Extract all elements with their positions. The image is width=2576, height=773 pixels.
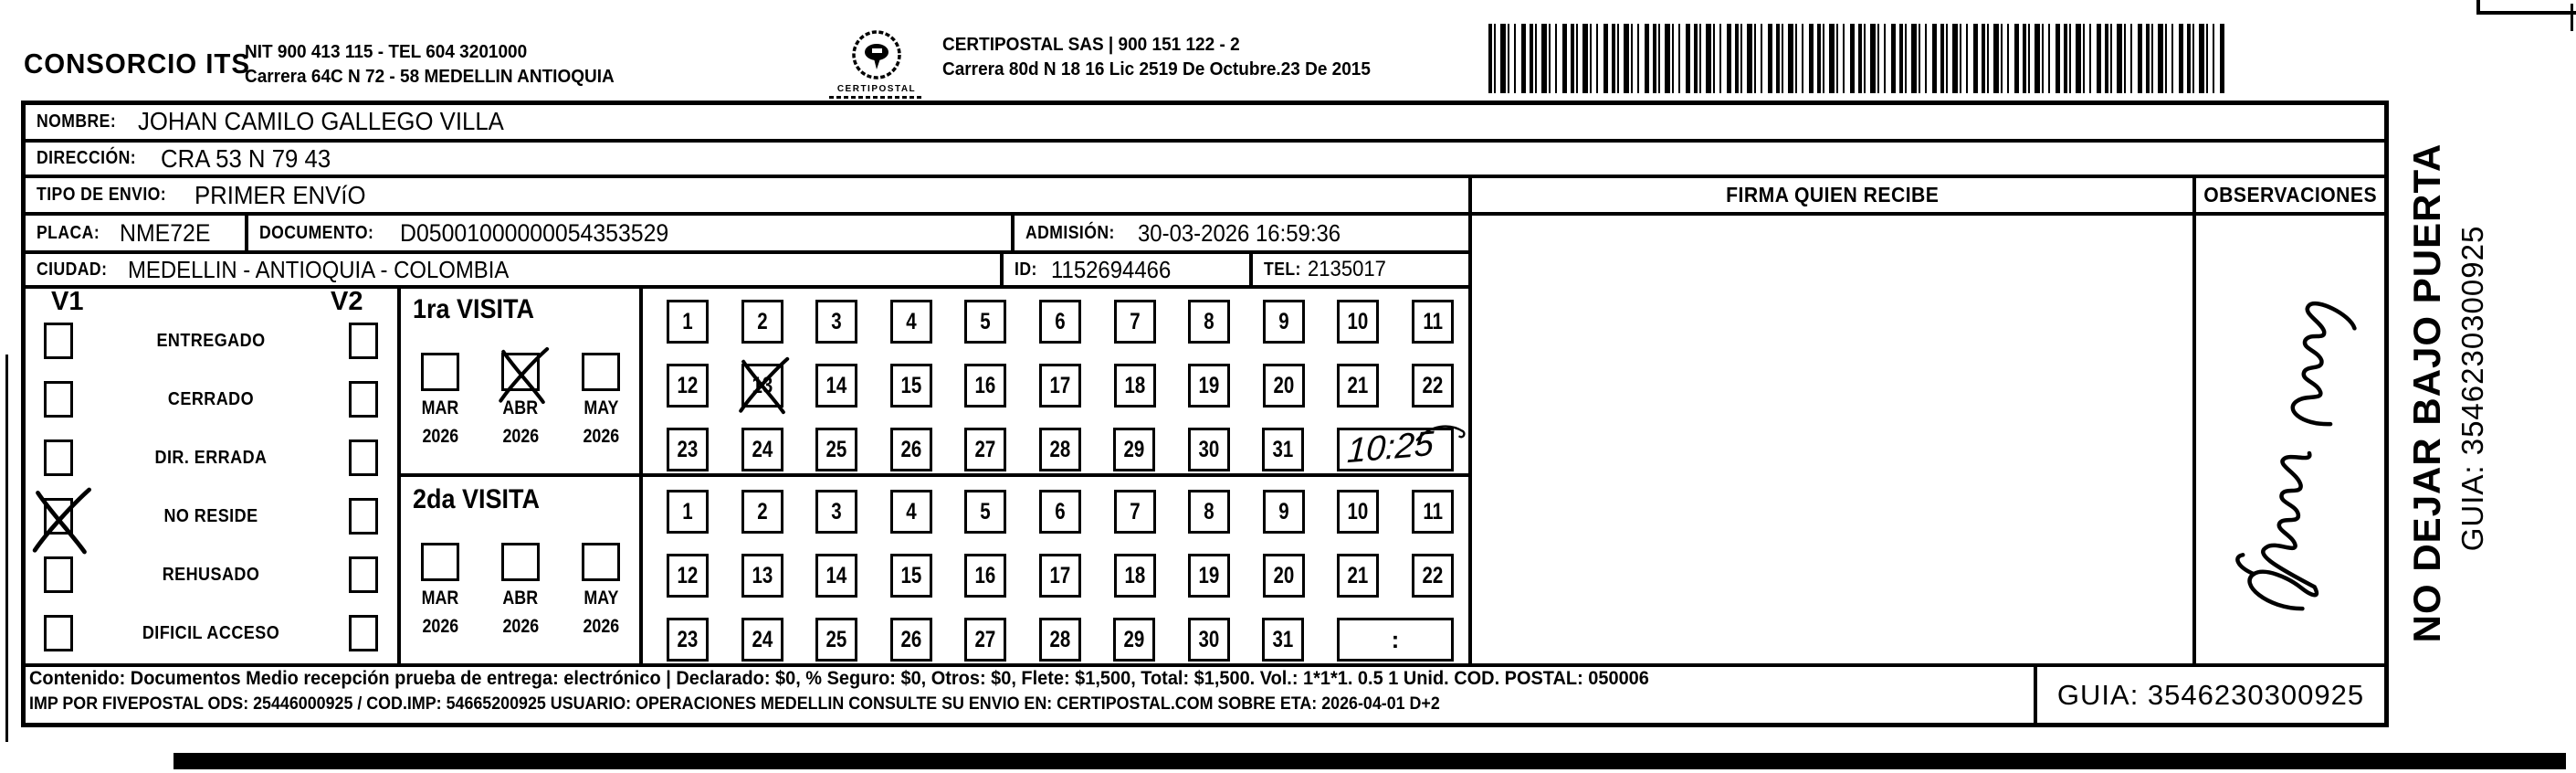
status-label-dificil-acceso: DIFICIL ACCESO	[142, 622, 280, 643]
second-visit-day-25: 25	[815, 618, 857, 662]
no-dejar-bajo-puerta-warning: NO DEJAR BAJO PUERTA	[2405, 143, 2448, 643]
first-visit-day-13: 13	[741, 364, 783, 408]
checkbox-v2-rehusado	[349, 556, 378, 593]
first-visit-day-30: 30	[1188, 428, 1230, 471]
documento-value: D05001000000054353529	[400, 218, 669, 247]
grid-line	[397, 285, 401, 667]
second-visit-year-label-mar: 2026	[422, 616, 458, 637]
first-visit-day-10: 10	[1337, 300, 1379, 344]
checkbox-v2-cerrado	[349, 381, 378, 418]
first-visit-day-8: 8	[1188, 300, 1230, 344]
status-label-rehusado: REHUSADO	[162, 564, 260, 585]
firma-quien-recibe-header: FIRMA QUIEN RECIBE	[1725, 183, 1940, 206]
first-visit-day-17: 17	[1039, 364, 1081, 408]
first-visit-day-29: 29	[1113, 428, 1155, 471]
imp-line: IMP POR FIVEPOSTAL ODS: 25446000925 / COD.IMP: 54665200925 USUARIO: OPERACIONES MEDELLIN CONSULTE SU ENVIO EN: CERTIPOSTAL.COM SOBRE ETA: 2026-04-01 D+2	[29, 694, 1440, 714]
status-row-cerrado	[44, 378, 378, 420]
second-visit-day-20: 20	[1263, 554, 1305, 598]
grid-line	[2384, 101, 2389, 727]
second-visit-month-col-abr	[484, 543, 557, 638]
second-visit-day-13: 13	[741, 554, 783, 598]
placa-label: PLACA:	[37, 222, 100, 243]
first-visit-month-col-abr	[484, 353, 557, 448]
recipient-signature	[2203, 265, 2400, 631]
nombre-label: NOMBRE:	[37, 111, 117, 132]
second-visit-month-col-may	[564, 543, 637, 638]
second-visit-day-row-1	[667, 490, 1454, 534]
status-row-no-reside	[44, 495, 378, 537]
first-visit-title: 1ra VISITA	[413, 294, 535, 324]
second-visit-day-10: 10	[1337, 490, 1379, 534]
second-visit-day-29: 29	[1113, 618, 1155, 662]
second-visit-day-8: 8	[1188, 490, 1230, 534]
first-visit-month-label-mar: MAR	[421, 397, 459, 418]
second-visit-day-row-3	[667, 618, 1454, 662]
first-visit-day-20: 20	[1263, 364, 1305, 408]
first-visit-day-3: 3	[815, 300, 857, 344]
first-visit-time-handwritten: 10:25	[1346, 424, 1435, 471]
second-visit-day-26: 26	[890, 618, 932, 662]
second-visit-day-31: 31	[1262, 618, 1304, 662]
second-visit-time-value: :	[1391, 625, 1400, 653]
first-visit-month-checkbox-mar	[421, 353, 459, 391]
grid-line	[2192, 175, 2196, 667]
second-visit-month-checkbox-may	[582, 543, 620, 581]
second-visit-day-3: 3	[815, 490, 857, 534]
second-visit-day-16: 16	[964, 554, 1006, 598]
second-visit-day-17: 17	[1039, 554, 1081, 598]
second-visit-year-label-abr: 2026	[502, 616, 539, 637]
checkbox-v2-dificil-acceso	[349, 615, 378, 651]
checkbox-v1-no-reside	[44, 498, 73, 535]
second-visit-time-box	[1337, 618, 1454, 662]
first-visit-day-18: 18	[1114, 364, 1156, 408]
first-visit-day-16: 16	[964, 364, 1006, 408]
first-visit-day-5: 5	[964, 300, 1006, 344]
grid-line	[639, 285, 643, 667]
status-label-entregado: ENTREGADO	[156, 330, 266, 351]
second-visit-months	[404, 543, 637, 638]
second-visit-day-12: 12	[667, 554, 709, 598]
admision-value: 30-03-2026 16:59:36	[1138, 218, 1341, 247]
second-visit-day-22: 22	[1412, 554, 1454, 598]
tel-value: 2135017	[1308, 257, 1387, 281]
status-row-dificil-acceso	[44, 612, 378, 654]
scan-artifact-line	[5, 355, 8, 742]
first-visit-day-26: 26	[890, 428, 932, 471]
status-label-no-reside: NO RESIDE	[163, 505, 258, 526]
second-visit-title: 2da VISITA	[413, 484, 541, 514]
second-visit-day-2: 2	[741, 490, 783, 534]
first-visit-year-label-mar: 2026	[422, 426, 458, 447]
nombre-value: JOHAN CAMILO GALLEGO VILLA	[138, 107, 504, 135]
consorcio-nit-line: NIT 900 413 115 - TEL 604 3201000	[245, 42, 528, 62]
second-visit-day-11: 11	[1412, 490, 1454, 534]
first-visit-day-15: 15	[890, 364, 932, 408]
first-visit-day-21: 21	[1337, 364, 1379, 408]
second-visit-year-label-may: 2026	[583, 616, 619, 637]
placa-value: NME72E	[119, 218, 210, 247]
first-visit-day-24: 24	[741, 428, 783, 471]
first-visit-day-27: 27	[964, 428, 1006, 471]
first-visit-day-22: 22	[1412, 364, 1454, 408]
first-visit-day-9: 9	[1263, 300, 1305, 344]
first-visit-month-checkbox-abr	[501, 353, 540, 391]
consorcio-address-block	[245, 40, 615, 90]
scan-artifact-line	[2476, 11, 2576, 15]
second-visit-day-9: 9	[1263, 490, 1305, 534]
second-visit-month-label-may: MAY	[583, 588, 619, 609]
contenido-line: Contenido: Documentos Medio recepción prueba de entrega: electrónico | Declarado: $0, % Seguro: $0, Otros: $0, Flete: $1,500, Total: $1,500. Vol.: 1*1*1. 0.5 1 Unid. COD. POSTAL: 050006	[29, 668, 1649, 689]
direccion-label: DIRECCIÓN:	[37, 148, 137, 168]
second-visit-month-label-mar: MAR	[421, 588, 459, 609]
second-visit-month-col-mar	[404, 543, 477, 638]
first-visit-day-23: 23	[667, 428, 709, 471]
checkbox-v1-dir-errada	[44, 439, 73, 476]
visit2-column-label: V2	[331, 287, 363, 316]
first-visit-day-31: 31	[1262, 428, 1304, 471]
first-visit-day-2: 2	[741, 300, 783, 344]
second-visit-day-18: 18	[1114, 554, 1156, 598]
second-visit-month-checkbox-mar	[421, 543, 459, 581]
second-visit-day-21: 21	[1337, 554, 1379, 598]
status-label-cerrado: CERRADO	[167, 388, 255, 409]
first-visit-day-28: 28	[1039, 428, 1081, 471]
second-visit-day-28: 28	[1039, 618, 1081, 662]
first-visit-month-checkbox-may	[582, 353, 620, 391]
handwritten-x-mark	[30, 485, 92, 556]
delivery-status-list	[44, 320, 378, 654]
second-visit-day-27: 27	[964, 618, 1006, 662]
second-visit-month-checkbox-abr	[501, 543, 540, 581]
second-visit-day-1: 1	[667, 490, 709, 534]
second-visit-day-30: 30	[1188, 618, 1230, 662]
first-visit-day-7: 7	[1114, 300, 1156, 344]
ciudad-value: MEDELLIN - ANTIOQUIA - COLOMBIA	[127, 255, 510, 283]
scan-black-bar	[173, 753, 2566, 769]
company-name: CONSORCIO ITS	[24, 48, 250, 79]
guia-number-box: GUIA: 3546230300925	[2056, 678, 2365, 711]
first-visit-day-12: 12	[667, 364, 709, 408]
status-row-dir-errada	[44, 437, 378, 479]
side-guia-number: GUIA: 3546230300925	[2455, 225, 2489, 552]
id-label: ID:	[1015, 259, 1037, 280]
tipo-envio-label: TIPO DE ENVIO:	[37, 185, 167, 205]
status-label-dir-errada: DIR. ERRADA	[154, 447, 268, 468]
checkbox-v1-dificil-acceso	[44, 615, 73, 651]
first-visit-day-19: 19	[1188, 364, 1230, 408]
checkbox-v2-entregado	[349, 323, 378, 359]
checkbox-v1-rehusado	[44, 556, 73, 593]
first-visit-day-1: 1	[667, 300, 709, 344]
first-visit-year-label-abr: 2026	[502, 426, 539, 447]
first-visit-month-col-may	[564, 353, 637, 448]
tipo-envio-value: PRIMER ENVíO	[195, 180, 366, 209]
first-visit-day-11: 11	[1412, 300, 1454, 344]
checkbox-v1-entregado	[44, 323, 73, 359]
scan-artifact-line	[2476, 0, 2480, 13]
first-visit-day-25: 25	[815, 428, 857, 471]
id-value: 1152694466	[1051, 255, 1172, 283]
scan-artifact-line	[2571, 4, 2573, 31]
tel-label: TEL:	[1264, 259, 1301, 280]
second-visit-month-label-abr: ABR	[502, 588, 539, 609]
certipostal-nit-line: CERTIPOSTAL SAS | 900 151 122 - 2	[942, 35, 1240, 55]
first-visit-month-label-abr: ABR	[502, 397, 539, 418]
second-visit-day-row-2	[667, 554, 1454, 598]
ciudad-label: CIUDAD:	[37, 259, 108, 280]
second-visit-day-24: 24	[741, 618, 783, 662]
second-visit-day-4: 4	[890, 490, 932, 534]
logo-caption: CERTIPOSTAL	[836, 84, 917, 94]
consorcio-street-line: Carrera 64C N 72 - 58 MEDELLIN ANTIOQUIA	[245, 67, 615, 87]
first-visit-months	[404, 353, 637, 448]
documento-label: DOCUMENTO:	[259, 222, 374, 243]
direccion-value: CRA 53 N 79 43	[160, 143, 331, 173]
first-visit-day-6: 6	[1039, 300, 1081, 344]
checkbox-v1-cerrado	[44, 381, 73, 418]
visit1-column-label: V1	[51, 287, 84, 316]
second-visit-day-14: 14	[815, 554, 857, 598]
first-visit-day-4: 4	[890, 300, 932, 344]
observaciones-header: OBSERVACIONES	[2203, 183, 2377, 206]
status-row-entregado	[44, 320, 378, 362]
first-visit-month-label-may: MAY	[583, 397, 619, 418]
first-visit-month-col-mar	[404, 353, 477, 448]
first-visit-year-label-may: 2026	[583, 426, 619, 447]
second-visit-day-5: 5	[964, 490, 1006, 534]
tracking-barcode	[1488, 24, 2228, 93]
status-row-rehusado	[44, 554, 378, 596]
admision-label: ADMISIÓN:	[1025, 222, 1115, 243]
checkbox-v2-dir-errada	[349, 439, 378, 476]
second-visit-day-6: 6	[1039, 490, 1081, 534]
second-visit-day-23: 23	[667, 618, 709, 662]
placa-cell	[26, 216, 254, 250]
second-visit-day-7: 7	[1114, 490, 1156, 534]
second-visit-calendar	[667, 0, 1454, 773]
certipostal-street-line: Carrera 80d N 18 16 Lic 2519 De Octubre.23 De 2015	[942, 59, 1371, 79]
second-visit-day-15: 15	[890, 554, 932, 598]
first-visit-day-14: 14	[815, 364, 857, 408]
checkbox-v2-no-reside	[349, 498, 378, 535]
second-visit-day-19: 19	[1188, 554, 1230, 598]
